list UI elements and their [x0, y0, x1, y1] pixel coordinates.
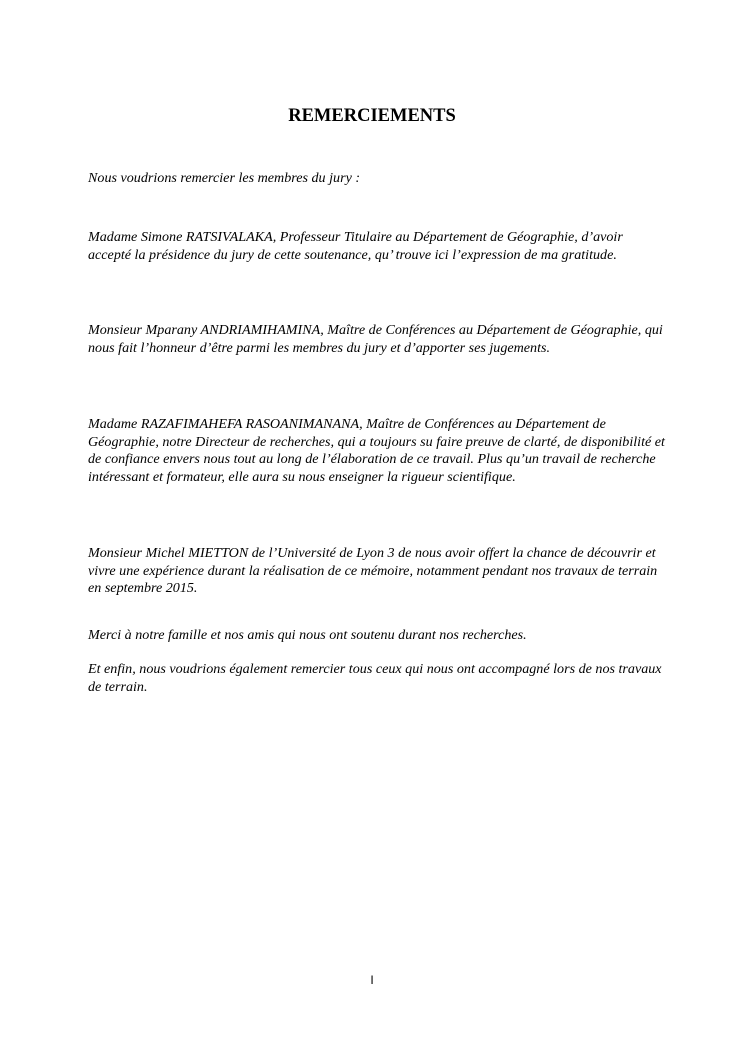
- page-title: REMERCIEMENTS: [288, 106, 456, 126]
- thanks-president-paragraph: Madame Simone RATSIVALAKA, Professeur Titulaire au Département de Géographie, d’avoir accepté la présidence du jury de cette soutenance, qu’ trouve ici l’expression de ma gratitude.: [88, 229, 623, 263]
- thanks-all-paragraph: Et enfin, nous voudrions également remercier tous ceux qui nous ont accompagné lors de nos travaux de terrain.: [88, 661, 662, 695]
- page-number: I: [370, 973, 374, 987]
- intro-paragraph: Nous voudrions remercier les membres du jury :: [88, 170, 361, 186]
- thanks-examiner-paragraph: Monsieur Mparany ANDRIAMIHAMINA, Maître de Conférences au Département de Géographie, qui nous fait l’honneur d’être parmi les membres du jury et d’apporter ses jugements.: [88, 322, 663, 356]
- thanks-mietton-paragraph: Monsieur Michel MIETTON de l’Université de Lyon 3 de nous avoir offert la chance de découvrir et vivre une expérience durant la réalisation de ce mémoire, notamment pendant nos travaux de terrain en septembre 2015.: [88, 545, 658, 596]
- thanks-director-paragraph: Madame RAZAFIMAHEFA RASOANIMANANA, Maître de Conférences au Département de Géographie, notre Directeur de recherches, qui a toujours su faire preuve de clarté, de disponibilité et de confiance envers nous tout au long de l’élaboration de ce travail. Plus qu’un travail de recherche intéressant et formateur, elle aura su nous enseigner la rigueur scientifique.: [88, 416, 665, 485]
- thanks-family-paragraph: Merci à notre famille et nos amis qui nous ont soutenu durant nos recherches.: [88, 627, 527, 643]
